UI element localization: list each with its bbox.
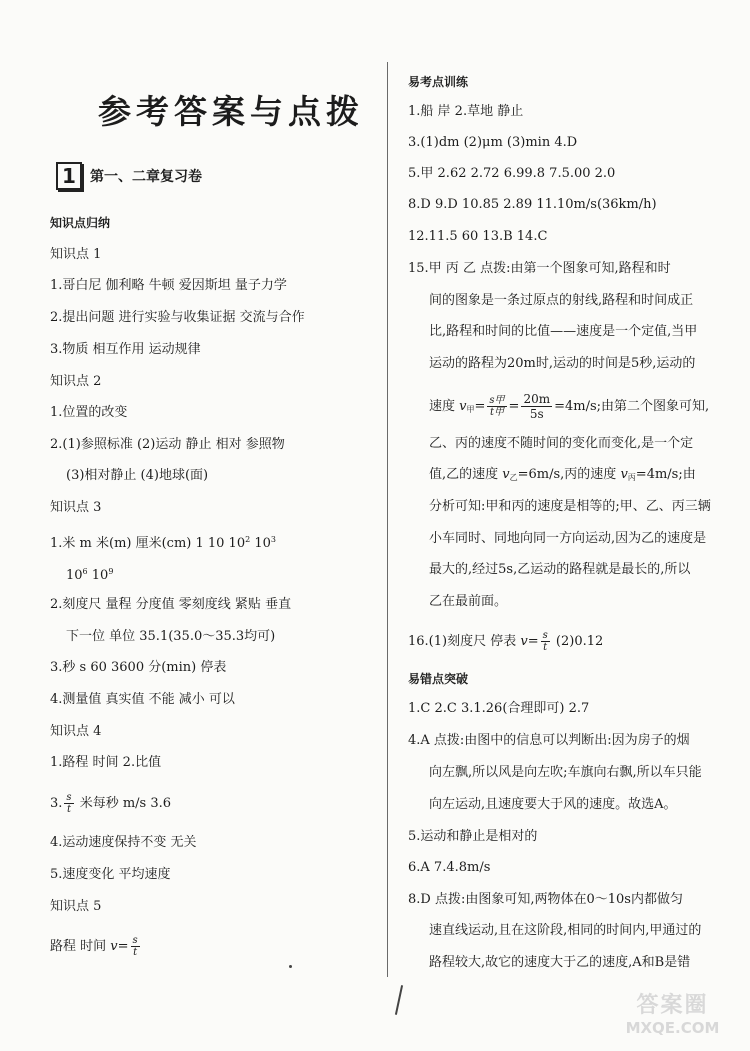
- kp5-line1: 路程 时间 v= $\frac{s}{t}$: [50, 935, 138, 958]
- kp3-sup1: 2: [245, 535, 251, 544]
- kp3-line3: 2.刻度尺 量程 分度值 零刻度线 紧贴 垂直: [50, 597, 292, 612]
- kp3-line2: [66, 563, 113, 585]
- kp4-line2: [50, 792, 171, 815]
- kp1-line1: 1.哥白尼 伽利略 牛顿 爱因斯坦 量子力学: [50, 278, 287, 293]
- kp2-line1: 1.位置的改变: [50, 405, 128, 420]
- right-line4: 8.D 9.D 10.85 2.89 11.10m/s(36km/h): [408, 197, 657, 212]
- r17-fraction: [541, 630, 550, 653]
- speed-fraction: [64, 792, 73, 815]
- kp5-fraction: [131, 935, 140, 958]
- r10-sub: 甲: [466, 405, 475, 414]
- r12-v1: v: [502, 467, 510, 482]
- kp2-line2: 2.(1)参照标准 (2)运动 静止 相对 参照物: [50, 437, 285, 452]
- ink-dot: [289, 965, 292, 968]
- page-title: 参考答案与点拨: [98, 92, 364, 131]
- watermark-line1: 答案圈: [636, 993, 709, 1018]
- r12-sub2: 丙: [627, 473, 636, 482]
- r10-f2-num: 20m: [523, 392, 551, 406]
- r10-fraction2: [521, 392, 552, 421]
- kp5-numerator: s: [132, 935, 138, 946]
- kp1-heading: 知识点 1: [50, 247, 102, 262]
- kp4-line4: 5.速度变化 平均速度: [50, 867, 171, 882]
- r12-c: =4m/s;由: [635, 467, 696, 482]
- r17-eq: =: [527, 634, 539, 649]
- error-line3: 向左飘,所以风是向左吹;车旗向右飘,所以车只能: [429, 765, 702, 780]
- kp3-line2-a: 10: [66, 568, 83, 583]
- r17-den: t: [543, 642, 548, 653]
- r10-rest: =4m/s;由第二个图象可知,: [554, 399, 710, 414]
- r10-eq2: =: [508, 399, 520, 414]
- chapter-number: 1: [56, 162, 82, 190]
- kp3-sup2: 3: [270, 535, 276, 544]
- fraction-denominator: t: [66, 804, 71, 815]
- right-line7: 间的图象是一条过原点的射线,路程和时间成正: [429, 293, 694, 308]
- kp2-line3: (3)相对静止 (4)地球(面): [66, 468, 209, 483]
- right-heading1: 易考点训练: [408, 75, 469, 89]
- kp3-line1-mid: 10: [250, 536, 271, 551]
- kp3-sup4: 9: [108, 567, 114, 576]
- error-line9: 路程较大,故它的速度大于乙的速度,A和B是错: [429, 955, 691, 970]
- watermark-logo: [610, 995, 735, 1047]
- fraction-numerator: s: [66, 792, 72, 803]
- kp1-line3: 3.物质 相互作用 运动规律: [50, 342, 201, 357]
- r10-f1-num: s甲: [489, 395, 505, 406]
- kp3-heading: 知识点 3: [50, 500, 102, 515]
- kp3-sup3: 6: [82, 567, 88, 576]
- error-line8: 速直线运动,且在这阶段,相同的时间内,甲通过的: [429, 923, 702, 938]
- right-line12: [429, 466, 696, 487]
- right-line11: 乙、丙的速度不随时间的变化而变化,是一个定: [429, 436, 694, 451]
- kp1-line2: 2.提出问题 进行实验与收集证据 交流与合作: [50, 310, 305, 325]
- right-line17: [408, 630, 603, 653]
- right-line5: 12.11.5 60 13.B 14.C: [408, 229, 548, 244]
- kp4-line1: 1.路程 时间 2.比值: [50, 755, 162, 770]
- r17-b: (2)0.12: [551, 634, 604, 649]
- r12-a: 值,乙的速度: [429, 467, 503, 482]
- r10-f2-den: 5s: [529, 407, 544, 421]
- right-line9: 运动的路程为20m时,运动的时间是5秒,运动的: [429, 356, 696, 371]
- r10-f1-den: t甲: [489, 407, 504, 418]
- kp2-heading: 知识点 2: [50, 374, 102, 389]
- chapter-header: [56, 162, 202, 190]
- kp3-line2-b: 10: [87, 568, 109, 583]
- kp3-line4: 下一位 单位 35.1(35.0～35.3均可): [66, 629, 276, 644]
- error-line2: 4.A 点拨:由图中的信息可以判断出:因为房子的烟: [408, 733, 690, 748]
- r12-sub1: 乙: [509, 473, 518, 482]
- kp3-line5: 3.秒 s 60 3600 分(min) 停表: [50, 660, 227, 675]
- kp5-denominator: t: [133, 947, 138, 958]
- kp4-line2-rest: 米每秒 m/s 3.6: [79, 796, 172, 811]
- chapter-title: 第一、二章复习卷: [90, 169, 202, 185]
- watermark-line2: MXQE.COM: [625, 1019, 720, 1037]
- right-line6: 15.甲 丙 乙 点拨:由第一个图象可知,路程和时: [408, 261, 671, 276]
- kp4-line2-prefix: 3.: [50, 796, 63, 811]
- right-line16: 乙在最前面。: [429, 594, 508, 609]
- error-line5: 5.运动和静止是相对的: [408, 829, 538, 844]
- r17-v: v: [520, 634, 528, 649]
- kp5-heading: 知识点 5: [50, 899, 102, 914]
- right-line13: 分析可知:甲和丙的速度是相等的;甲、乙、丙三辆: [429, 499, 711, 514]
- r10-a: 速度: [429, 399, 460, 414]
- column-divider: [387, 62, 388, 977]
- kp4-heading: 知识点 4: [50, 724, 102, 739]
- r10-fraction1: [487, 395, 506, 418]
- section-heading: 知识点归纳: [50, 216, 111, 230]
- error-line7: 8.D 点拨:由图象可知,两物体在0～10s内都做匀: [408, 892, 683, 907]
- r12-b: =6m/s,丙的速度: [517, 467, 621, 482]
- r17-a: 16.(1)刻度尺 停表: [408, 634, 521, 649]
- pencil-mark: [395, 985, 403, 1015]
- right-line3: 5.甲 2.62 2.72 6.99.8 7.5.00 2.0: [408, 166, 616, 181]
- kp4-line3: 4.运动速度保持不变 无关: [50, 835, 197, 850]
- kp3-line6: 4.测量值 真实值 不能 减小 可以: [50, 692, 235, 707]
- error-line1: 1.C 2.C 3.1.26(合理即可) 2.7: [408, 701, 590, 716]
- r10-eq: =: [474, 399, 486, 414]
- right-line1: 1.船 岸 2.草地 静止: [408, 104, 524, 119]
- kp5-text: 路程 时间: [50, 939, 111, 954]
- r10-v: v: [459, 399, 467, 414]
- error-line4: 向左运动,且速度要大于风的速度。故选A。: [429, 797, 677, 812]
- kp5-v: v: [110, 939, 118, 954]
- right-line14: 小车同时、同地向同一方向运动,因为乙的速度是: [429, 531, 707, 546]
- r17-num: s: [542, 630, 548, 641]
- right-line2: 3.(1)dm (2)μm (3)min 4.D: [408, 135, 578, 150]
- right-line8: 比,路程和时间的比值——速度是一个定值,当甲: [429, 324, 698, 339]
- kp3-line1: [50, 531, 276, 553]
- right-heading2: 易错点突破: [408, 672, 469, 686]
- right-line10: [429, 392, 709, 421]
- kp3-line1-text: 1.米 m 米(m) 厘米(cm) 1 10 10: [50, 536, 246, 551]
- r12-v2: v: [620, 467, 628, 482]
- right-line15: 最大的,经过5s,乙运动的路程就是最长的,所以: [429, 562, 691, 577]
- error-line6: 6.A 7.4.8m/s: [408, 860, 491, 875]
